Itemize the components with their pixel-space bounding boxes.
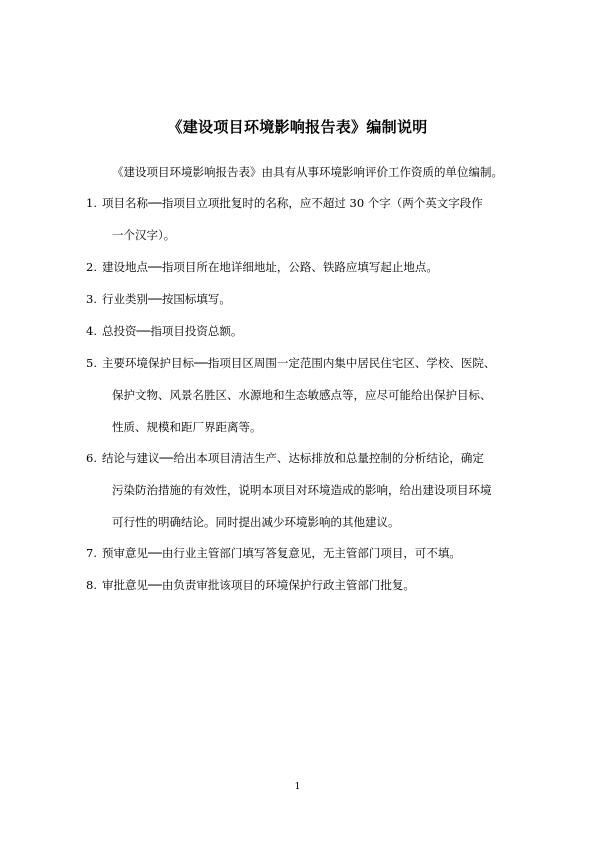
- item-text-line: 行业类别──按国标填写。: [102, 292, 231, 306]
- item-number: 5.: [86, 356, 97, 370]
- item-text-line: 保护文物、风景名胜区、水源地和生态敏感点等，应尽可能给出保护目标、: [112, 388, 492, 402]
- item-text-line: 性质、规模和距厂界距离等。: [112, 420, 262, 434]
- item-number: 7.: [86, 546, 97, 560]
- item-text-line: 项目名称──指项目立项批复时的名称，应不超过 30 个字（两个英文字段作: [102, 196, 483, 210]
- item-text-line: 主要环境保护目标──指项目区周围一定范围内集中居民住宅区、学校、医院、: [102, 356, 496, 370]
- intro-paragraph: 《建设项目环境影响报告表》由具有从事环境影响评价工作资质的单位编制。: [112, 165, 503, 179]
- item-number: 6.: [86, 451, 97, 465]
- item-number: 2.: [86, 260, 97, 274]
- item-text-line: 总投资──指项目投资总额。: [102, 324, 243, 338]
- page-number: 1: [294, 782, 301, 792]
- item-text-line: 可行性的明确结论。同时提出减少环境影响的其他建议。: [112, 515, 400, 529]
- item-text-line: 污染防治措施的有效性，说明本项目对环境造成的影响，给出建设项目环境: [112, 483, 492, 497]
- item-text-line: 预审意见──由行业主管部门填写答复意见，无主管部门项目，可不填。: [102, 546, 461, 560]
- item-text-line: 建设地点──指项目所在地详细地址，公路、铁路应填写起止地点。: [102, 260, 438, 274]
- item-number: 3.: [86, 292, 97, 306]
- item-number: 4.: [86, 324, 97, 338]
- item-text-line: 结论与建议──给出本项目清洁生产、达标排放和总量控制的分析结论，确定: [102, 451, 484, 465]
- item-number: 8.: [86, 578, 97, 592]
- item-text-line: 一个汉字）。: [112, 228, 176, 242]
- page-title: 《建设项目环境影响报告表》编制说明: [167, 118, 428, 136]
- item-text-line: 审批意见──由负责审批该项目的环境保护行政主管部门批复。: [102, 578, 415, 592]
- item-number: 1.: [86, 196, 97, 210]
